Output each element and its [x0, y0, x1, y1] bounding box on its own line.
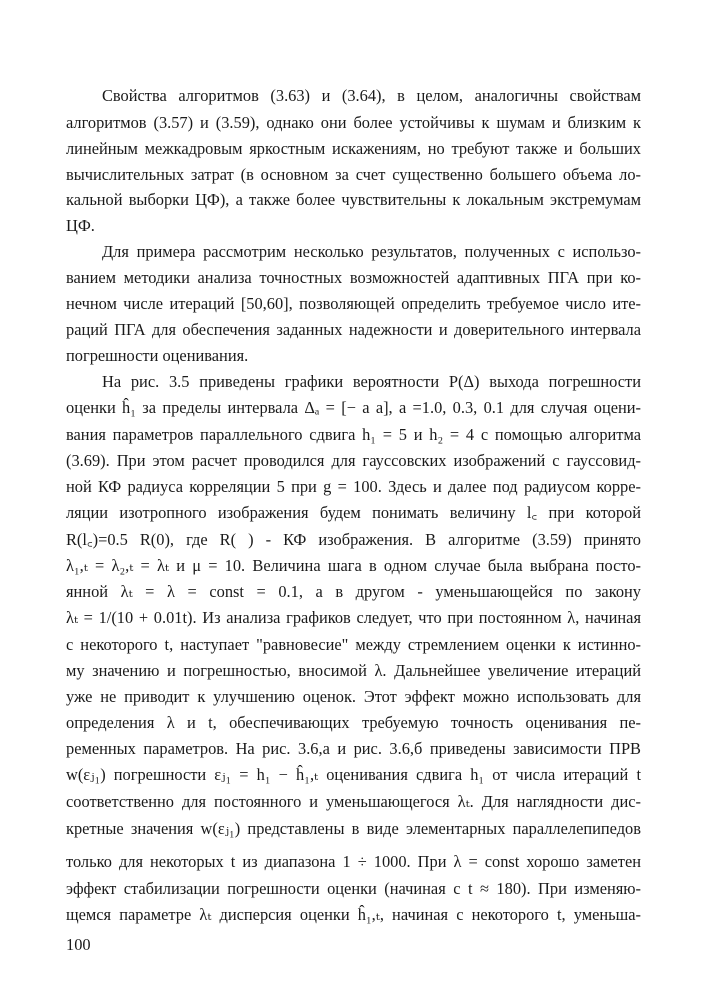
- paragraph-3-line-13: уже не приводит к улучшению оценок. Этот эффект можно использовать для: [66, 687, 641, 706]
- paragraph-2-line-3: нечном числе итераций [50,60], позволяющей определить требуемое число ите-: [66, 294, 641, 313]
- paragraph-2-line-5: погрешности оценивания.: [66, 346, 249, 365]
- paragraph-2-line-4: раций ПГА для обеспечения заданных надежности и доверительного интервала: [66, 320, 641, 339]
- paragraph-3-line-7: R(l꜀)=0.5 R(0), где R( ) - КФ изображения. В алгоритме (3.59) принято: [66, 530, 641, 549]
- paragraph-3-line-16: w(εⱼ₁) погрешности εⱼ₁ = h₁ − ĥ₁,ₜ оценивания сдвига h₁ от числа итераций t: [66, 765, 641, 784]
- paragraph-3-line-21: щемся параметре λₜ дисперсия оценки ĥ₁,ₜ, начиная с некоторого t, уменьша-: [66, 905, 641, 924]
- paragraph-1-line-1: Свойства алгоритмов (3.63) и (3.64), в целом, аналогичны свойствам: [102, 86, 641, 105]
- paragraph-3-line-11: с некоторого t, наступает "равновесие" между стремлением оценки к истинно-: [66, 635, 641, 654]
- paragraph-1-line-3: линейным межкадровым яркостным искажениям, но требуют также и больших: [66, 139, 641, 158]
- paragraph-3-line-9: янной λₜ = λ = const = 0.1, а в другом - уменьшающейся по закону: [66, 582, 641, 601]
- paragraph-3-line-1: На рис. 3.5 приведены графики вероятности P(Δ) выхода погрешности: [102, 372, 641, 391]
- paragraph-3-line-5: ной КФ радиуса корреляции 5 при g = 100. Здесь и далее под радиусом корре-: [66, 477, 641, 496]
- paragraph-1-line-2: алгоритмов (3.57) и (3.59), однако они более устойчивы к шумам и близким к: [66, 113, 641, 132]
- paragraph-3-line-17: соответственно для постоянного и уменьшающегося λₜ. Для наглядности дис-: [66, 792, 641, 811]
- paragraph-3-line-2: оценки ĥ₁ за пределы интервала Δₐ = [− a a], a =1.0, 0.3, 0.1 для случая оцени-: [66, 398, 641, 417]
- paragraph-3-line-12: му значению и погрешностью, вносимой λ. Дальнейшее увеличение итераций: [66, 661, 641, 680]
- paragraph-3-line-15: ременных параметров. На рис. 3.6,а и рис. 3.6,б приведены зависимости ПРВ: [66, 739, 641, 758]
- paragraph-3-line-19: только для некоторых t из диапазона 1 ÷ 1000. При λ = const хорошо заметен: [66, 852, 641, 871]
- paragraph-2-line-2: ванием методики анализа точностных возможностей адаптивных ПГА при ко-: [66, 268, 641, 287]
- paragraph-3-line-8: λ₁,ₜ = λ₂,ₜ = λₜ и μ = 10. Величина шага в одном случае была выбрана посто-: [66, 556, 641, 575]
- paragraph-3-line-3: вания параметров параллельного сдвига h₁ = 5 и h₂ = 4 с помощью алгоритма: [66, 425, 641, 444]
- paragraph-3-line-10: λₜ = 1/(10 + 0.01t). Из анализа графиков следует, что при постоянном λ, начиная: [66, 608, 641, 627]
- paragraph-3-line-14: определения λ и t, обеспечивающих требуемую точность оценивания пе-: [66, 713, 641, 732]
- paragraph-1-line-4: вычислительных затрат (в основном за счет существенно большего объема ло-: [66, 165, 641, 184]
- paragraph-1-line-6: ЦФ.: [66, 216, 95, 235]
- page-number: 100: [66, 935, 91, 954]
- paragraph-3-line-20: эффект стабилизации погрешности оценки (начиная с t ≈ 180). При изменяю-: [66, 879, 641, 898]
- paragraph-1-line-5: кальной выборки ЦФ), а также более чувствительны к локальным экстремумам: [66, 190, 641, 209]
- paragraph-3-line-18: кретные значения w(εⱼ₁) представлены в виде элементарных параллелепипедов: [66, 819, 641, 838]
- paragraph-2-line-1: Для примера рассмотрим несколько результатов, полученных с использо-: [102, 242, 641, 261]
- paragraph-3-line-6: ляции изотропного изображения будем понимать величину l꜀ при которой: [66, 503, 641, 522]
- paragraph-3-line-4: (3.69). При этом расчет проводился для гауссовских изображений с гауссовид-: [66, 451, 641, 470]
